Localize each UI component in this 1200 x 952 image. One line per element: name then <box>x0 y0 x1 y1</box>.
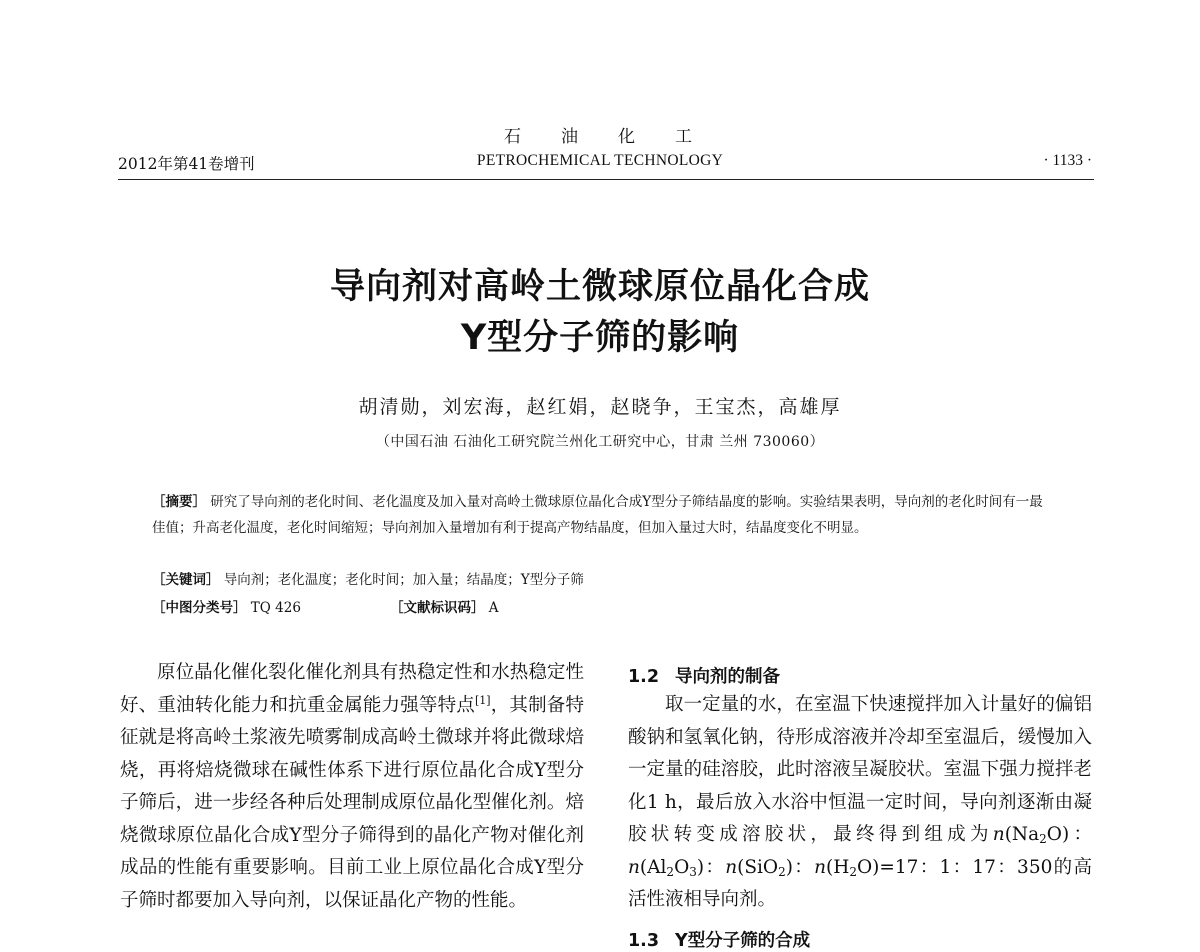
keywords <box>152 568 584 588</box>
citation-ref: [1] <box>474 693 491 707</box>
section-number: 1.3 <box>628 931 660 951</box>
formula-text: O <box>674 856 690 878</box>
body-text: 取一定量的水，在室温下快速搅拌加入计量好的偏铝酸钠和氢氧化钠，待形成溶液并冷却至室温后，缓慢加入一定量的硅溶胶，此时溶液呈凝胶状。室温下强力搅拌老化1 h，最后放入水浴中恒温一定时间，导向剂逐渐由凝胶状转变成溶胶状，最终得到组成为 <box>628 694 1092 845</box>
section-heading-1-3 <box>628 927 810 952</box>
keywords-label: ［关键词］ <box>152 572 220 588</box>
formula-text: ) <box>696 856 705 878</box>
formula-text: (SiO <box>737 856 779 878</box>
intro-text: 原位晶化催化裂化催化剂具有热稳定性和水热稳定性好、重油转化能力和抗重金属能力强等特点 <box>120 662 584 716</box>
paper-title-line-2: Y型分子筛的影响 <box>460 318 740 358</box>
formula-subscript: 2 <box>1039 832 1047 846</box>
formula-colon: ： <box>704 856 726 878</box>
abstract-text: 研究了导向剂的老化时间、老化温度及加入量对高岭土微球原位晶化合成Y型分子筛结晶度的影响。实验结果表明，导向剂的老化时间有一最佳值；升高老化温度，老化时间缩短；导向剂加入量增加有利于提高产物结晶度，但加入量过大时，结晶度变化不明显。 <box>152 494 1043 536</box>
clc-number <box>152 596 301 616</box>
formula-ratio: =17：1：17：350 <box>879 856 1053 878</box>
paper-title-line-1: 导向剂对高岭土微球原位晶化合成 <box>329 267 870 307</box>
section-number: 1.2 <box>628 667 660 687</box>
header-rule <box>118 179 1094 180</box>
director-prep-paragraph <box>628 689 1092 917</box>
document-code-value: A <box>488 600 499 616</box>
section-heading-1-2 <box>628 663 780 688</box>
page-number: · 1133 · <box>1043 152 1092 169</box>
document-code-label: ［文献标识码］ <box>390 600 485 616</box>
formula-n: n <box>725 856 738 878</box>
abstract <box>152 489 1052 541</box>
formula-n: n <box>814 856 826 878</box>
section-title: 导向剂的制备 <box>675 667 781 687</box>
intro-text: ，其制备特征就是将高岭土浆液先喷雾制成高岭土微球并将此微球焙烧，再将焙烧微球在碱性体系下进行原位晶化合成Y型分子筛后，进一步经各种后处理制成原位晶化型催化剂。焙烧微球原位晶化合成Y型分子筛得到的晶化产物对催化剂成品的性能有重要影响。目前工业上原位晶化合成Y型分子筛时都要加入导向剂，以保证晶化产物的性能。 <box>120 694 584 911</box>
formula-text: O) <box>1046 824 1070 845</box>
journal-title-char: 化 <box>618 127 639 147</box>
abstract-label: ［摘要］ <box>152 494 206 510</box>
keywords-text: 导向剂；老化温度；老化时间；加入量；结晶度；Y型分子筛 <box>223 572 584 588</box>
clc-label: ［中图分类号］ <box>152 600 247 616</box>
formula-text: (Na <box>1004 824 1040 845</box>
formula-text: ) <box>785 856 793 878</box>
formula-subscript: 2 <box>778 864 786 879</box>
formula-colon: ： <box>792 856 815 878</box>
document-code <box>390 596 499 616</box>
formula-n: n <box>628 856 640 878</box>
section-title: Y型分子筛的合成 <box>675 931 811 951</box>
formula-colon: ： <box>1069 824 1092 845</box>
affiliation: （中国石油 石油化工研究院兰州化工研究中心，甘肃 兰州 730060） <box>375 434 825 450</box>
formula-subscript: 3 <box>689 864 697 879</box>
body-text: 的高活性液相导向剂。 <box>628 856 1092 910</box>
issue-info: 2012年第41卷增刊 <box>118 155 255 173</box>
journal-title-char: 石 <box>504 127 525 147</box>
intro-paragraph <box>120 657 584 917</box>
journal-title-char: 油 <box>561 127 582 147</box>
formula-text: (Al <box>639 856 667 878</box>
formula-text: (H <box>826 856 850 878</box>
formula-subscript: 2 <box>666 864 675 879</box>
journal-title-chinese <box>0 122 1200 147</box>
journal-title-english: PETROCHEMICAL TECHNOLOGY <box>476 152 724 169</box>
author-list: 胡清勋，刘宏海，赵红娟，赵晓争，王宝杰，高雄厚 <box>358 396 842 418</box>
formula-subscript: 2 <box>849 864 857 879</box>
journal-title-char: 工 <box>675 127 696 147</box>
formula-n: n <box>992 824 1005 845</box>
formula-text: O) <box>857 856 880 878</box>
clc-value: TQ 426 <box>250 600 301 616</box>
